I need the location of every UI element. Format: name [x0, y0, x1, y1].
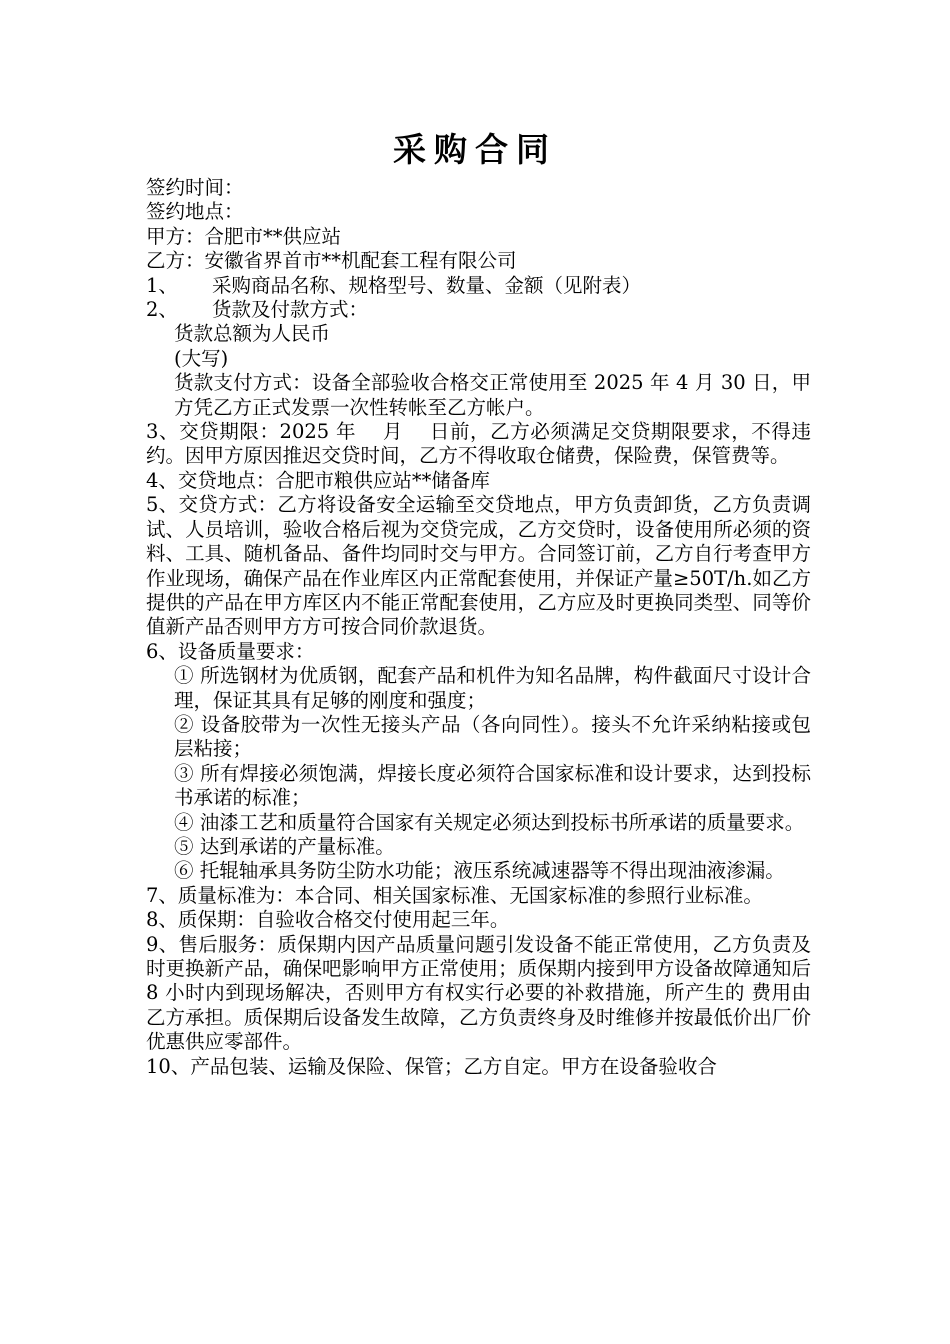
clause-8: 8、质保期：自验收合格交付使用起三年。: [146, 908, 510, 932]
party-b: 乙方：安徽省界首市**机配套工程有限公司: [146, 249, 517, 273]
clause-10: 10、产品包装、运输及保险、保管；乙方自定。甲方在设备验收合: [146, 1054, 717, 1078]
clause-2-total: 货款总额为人民币: [174, 322, 331, 346]
clause-2-payment: 货款支付方式：设备全部验收合格交正常使用至 2025 年 4 月 30 日，甲方凭乙方正式发票一次性转帐至乙方帐户。: [174, 371, 811, 419]
quality-item-6: ⑥ 托辊轴承具务防尘防水功能；液压系统减速器等不得出现油液渗漏。: [174, 859, 785, 883]
clause-1: [146, 274, 811, 298]
clause-7: 7、质量标准为：本合同、相关国家标准、无国家标准的参照行业标准。: [146, 883, 763, 907]
clause-6: 6、设备质量要求：: [146, 639, 315, 663]
clause-2-number: 2、: [146, 298, 178, 322]
clause-1-number: 1、: [146, 273, 178, 297]
document-title: 采购合同: [393, 130, 557, 169]
clause-3: 3、交贷期限：2025 年 月 日前，乙方必须满足交贷期限要求，不得违约。因甲方原因推迟交贷时间，乙方不得收取仓储费，保险费，保管费等。: [146, 420, 811, 468]
clause-5: 5、交贷方式：乙方将设备安全运输至交贷地点，甲方负责卸货，乙方负责调试、人员培训，验收合格后视为交贷完成，乙方交贷时，设备使用所必须的资料、工具、随机备品、备件均同时交与甲方。合同签订前，乙方自行考查甲方作业现场，确保产品在作业库区内正常配套使用，并保证产量≥50T/h.如乙方提供的产品在甲方库区内不能正常配套使用，乙方应及时更换同类型、同等价值新产品否则甲方方可按合同价款退货。: [146, 493, 811, 639]
quality-item-5: ⑤ 达到承诺的产量标准。: [174, 834, 395, 858]
quality-item-3: ③ 所有焊接必须饱满，焊接长度必须符合国家标准和设计要求，达到投标书承诺的标准；: [174, 761, 811, 810]
clause-1-text: 采购商品名称、规格型号、数量、金额（见附表）: [212, 273, 642, 297]
quality-item-4: ④ 油漆工艺和质量符合国家有关规定必须达到投标书所承诺的质量要求。: [174, 810, 805, 834]
clause-2-daxie: (大写): [174, 346, 229, 370]
sign-place: 签约地点：: [146, 200, 244, 224]
clause-9: 9、售后服务：质保期内因产品质量问题引发设备不能正常使用，乙方负责及时更换新产品，确保吧影响甲方正常使用；质保期内接到甲方设备故障通知后 8 小时内到现场解决，否则甲方有权实行必要的补救措施，所产生的 费用由乙方承担。质保期后设备发生故障，乙方负责终身及时维修并按最低价出厂价优惠供应零部件。: [146, 932, 811, 1054]
contract-body: [146, 176, 811, 1079]
clause-2: [146, 298, 811, 322]
clause-4: 4、交贷地点：合肥市粮供应站**储备库: [146, 468, 490, 492]
sign-time: 签约时间：: [146, 176, 244, 199]
quality-item-1: ① 所选钢材为优质钢，配套产品和机件为知名品牌，构件截面尺寸设计合理，保证其具有足够的刚度和强度；: [174, 664, 811, 712]
clause-2-text: 货款及付款方式：: [212, 298, 369, 322]
quality-item-2: ② 设备胶带为一次性无接头产品（各向同性）。接头不允许采纳粘接或包层粘接；: [174, 712, 811, 761]
party-a: 甲方：合肥市**供应站: [146, 224, 342, 248]
